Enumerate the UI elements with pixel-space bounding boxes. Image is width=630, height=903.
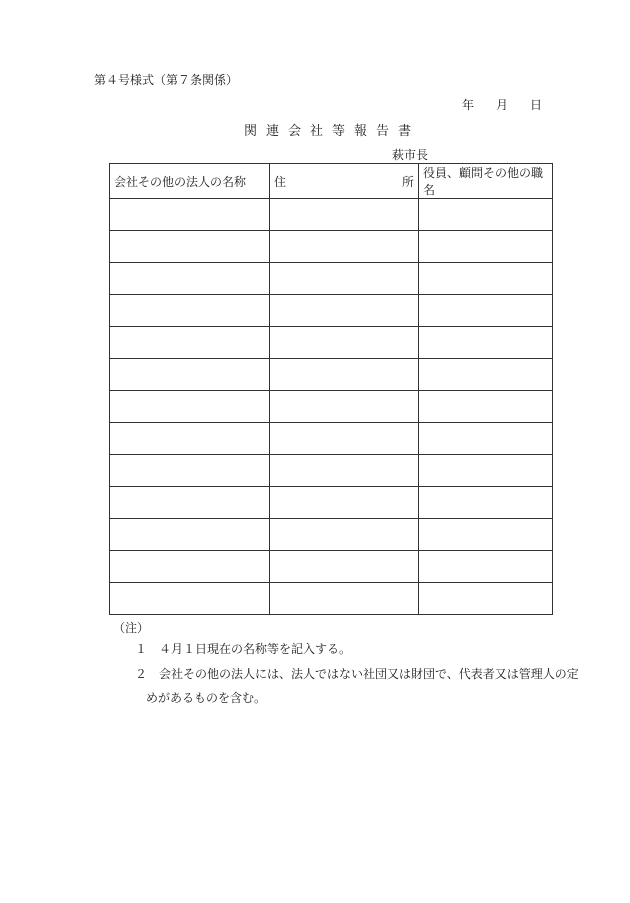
cell-company-name[interactable] xyxy=(110,295,270,327)
cell-address[interactable] xyxy=(270,231,419,263)
cell-company-name[interactable] xyxy=(110,391,270,423)
cell-position[interactable] xyxy=(419,551,553,583)
table-header-row xyxy=(110,164,553,199)
cell-address[interactable] xyxy=(270,295,419,327)
header-company-name: 会社その他の法人の名称 xyxy=(110,164,270,199)
cell-position[interactable] xyxy=(419,583,553,615)
cell-position[interactable] xyxy=(419,231,553,263)
cell-company-name[interactable] xyxy=(110,359,270,391)
form-number: 第４号様式（第７条関係） xyxy=(94,73,239,87)
cell-position[interactable] xyxy=(419,199,553,231)
cell-address[interactable] xyxy=(270,551,419,583)
cell-position[interactable] xyxy=(419,359,553,391)
note-item-2 xyxy=(135,665,579,682)
table-row xyxy=(110,231,553,263)
table-row xyxy=(110,519,553,551)
cell-position[interactable] xyxy=(419,519,553,551)
cell-company-name[interactable] xyxy=(110,551,270,583)
table-row xyxy=(110,295,553,327)
note-number: ２ xyxy=(135,667,148,681)
note-item-1 xyxy=(135,640,351,657)
header-address-part2: 所 xyxy=(401,174,414,189)
cell-address[interactable] xyxy=(270,359,419,391)
table-row xyxy=(110,263,553,295)
note-text: ４月１日現在の名称等を記入する。 xyxy=(159,642,352,656)
table-row xyxy=(110,391,553,423)
table-row xyxy=(110,423,553,455)
note-number: １ xyxy=(135,642,148,656)
header-address xyxy=(270,164,419,199)
cell-company-name[interactable] xyxy=(110,199,270,231)
cell-address[interactable] xyxy=(270,487,419,519)
cell-position[interactable] xyxy=(419,423,553,455)
date-line xyxy=(462,96,542,113)
cell-address[interactable] xyxy=(270,455,419,487)
table-row xyxy=(110,327,553,359)
cell-position[interactable] xyxy=(419,455,553,487)
table-row xyxy=(110,487,553,519)
date-month-label: 月 xyxy=(496,98,509,112)
date-day-label: 日 xyxy=(530,98,543,112)
note-text: 会社その他の法人には、法人ではない社団又は財団で、代表者又は管理人の定 xyxy=(159,667,579,681)
document-title: 関連会社等報告書 xyxy=(244,124,421,139)
table-body xyxy=(110,199,553,615)
cell-address[interactable] xyxy=(270,263,419,295)
cell-position[interactable] xyxy=(419,391,553,423)
addressee: 萩市長 xyxy=(392,148,429,162)
cell-position[interactable] xyxy=(419,295,553,327)
header-address-part1: 住 xyxy=(274,174,287,189)
cell-position[interactable] xyxy=(419,327,553,359)
table-row xyxy=(110,583,553,615)
report-table xyxy=(109,163,553,615)
date-year-label: 年 xyxy=(462,98,475,112)
header-position: 役員、顧問その他の職名 xyxy=(419,164,553,199)
cell-company-name[interactable] xyxy=(110,327,270,359)
notes-label: （注） xyxy=(113,621,150,635)
cell-company-name[interactable] xyxy=(110,519,270,551)
table-row xyxy=(110,359,553,391)
table-row xyxy=(110,199,553,231)
cell-company-name[interactable] xyxy=(110,487,270,519)
cell-address[interactable] xyxy=(270,519,419,551)
cell-position[interactable] xyxy=(419,487,553,519)
table-row xyxy=(110,455,553,487)
cell-company-name[interactable] xyxy=(110,263,270,295)
cell-company-name[interactable] xyxy=(110,455,270,487)
cell-company-name[interactable] xyxy=(110,231,270,263)
note-item-2-continuation: めがあるものを含む。 xyxy=(146,691,267,705)
cell-address[interactable] xyxy=(270,423,419,455)
cell-address[interactable] xyxy=(270,199,419,231)
cell-company-name[interactable] xyxy=(110,423,270,455)
table-row xyxy=(110,551,553,583)
cell-company-name[interactable] xyxy=(110,583,270,615)
cell-position[interactable] xyxy=(419,263,553,295)
cell-address[interactable] xyxy=(270,583,419,615)
cell-address[interactable] xyxy=(270,327,419,359)
cell-address[interactable] xyxy=(270,391,419,423)
